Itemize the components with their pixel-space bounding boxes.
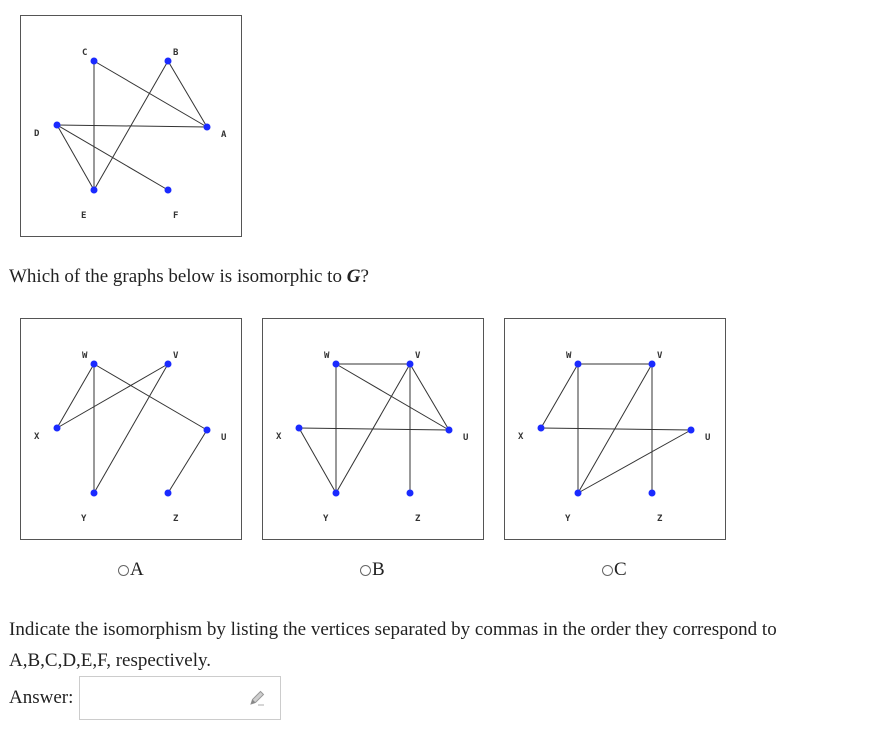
option-b-radio[interactable] (360, 559, 385, 581)
label-x: X (276, 432, 282, 442)
option-a-label: A (130, 559, 144, 580)
label-x: X (34, 432, 40, 442)
edge-d-e (57, 125, 94, 190)
pencil-icon[interactable] (248, 689, 266, 707)
node-d (54, 122, 61, 129)
node-x (54, 425, 61, 432)
edge-d-f (57, 125, 168, 190)
graph-option-b (263, 319, 485, 541)
graph-option-b-box (262, 318, 484, 540)
label-u: U (221, 433, 227, 443)
radio-circle-icon[interactable] (602, 565, 613, 576)
node-y (575, 490, 582, 497)
label-z: Z (657, 514, 663, 524)
node-v (165, 361, 172, 368)
node-c (91, 58, 98, 65)
label-f: F (173, 211, 179, 221)
edge-x-y (299, 428, 336, 493)
option-c-label: C (614, 559, 627, 580)
edge-c-a (94, 61, 207, 127)
edge-d-a (57, 125, 207, 127)
label-d: D (34, 129, 40, 139)
graph-option-c-box (504, 318, 726, 540)
node-u (688, 427, 695, 434)
label-a: A (221, 130, 227, 140)
edge-x-u (541, 428, 691, 430)
label-u: U (705, 433, 711, 443)
node-y (91, 490, 98, 497)
answer-label: Answer: (9, 687, 74, 708)
label-w: W (566, 351, 572, 361)
label-b: B (173, 48, 179, 58)
question-suffix: ? (360, 266, 369, 287)
node-z (407, 490, 414, 497)
edge-v-u (410, 364, 449, 430)
question-prefix: Which of the graphs below is isomorphic to (9, 266, 347, 287)
node-w (575, 361, 582, 368)
edge-x-w (57, 364, 94, 428)
instruction-text: Indicate the isomorphism by listing the vertices separated by commas in the order they correspond to A,B,C,D,E,F, respectively. (9, 619, 777, 671)
label-z: Z (173, 514, 179, 524)
edge-w-x (541, 364, 578, 428)
node-x (296, 425, 303, 432)
answer-field[interactable] (79, 676, 281, 720)
label-x: X (518, 432, 524, 442)
edge-v-y (94, 364, 168, 493)
edge-u-z (168, 430, 207, 493)
label-e: E (81, 211, 87, 221)
edge-v-x (57, 364, 168, 428)
question-text (9, 263, 369, 290)
node-v (649, 361, 656, 368)
question-graph-name: G (346, 266, 361, 287)
node-w (333, 361, 340, 368)
node-v (407, 361, 414, 368)
node-b (165, 58, 172, 65)
option-b-label: B (372, 559, 385, 580)
label-z: Z (415, 514, 421, 524)
graph-option-a (21, 319, 243, 541)
label-c: C (82, 48, 88, 58)
label-v: V (415, 351, 421, 361)
label-y: Y (323, 514, 329, 524)
label-v: V (173, 351, 179, 361)
node-e (91, 187, 98, 194)
node-u (446, 427, 453, 434)
label-v: V (657, 351, 663, 361)
node-y (333, 490, 340, 497)
answer-input[interactable] (86, 678, 255, 720)
graph-option-a-box (20, 318, 242, 540)
option-c-radio[interactable] (602, 559, 627, 581)
graph-option-c (505, 319, 727, 541)
label-w: W (82, 351, 88, 361)
graph-g-box (20, 15, 242, 237)
option-a-radio[interactable] (118, 559, 144, 581)
edge-u-y (578, 430, 691, 493)
label-y: Y (565, 514, 571, 524)
node-f (165, 187, 172, 194)
node-z (165, 490, 172, 497)
node-a (204, 124, 211, 131)
node-x (538, 425, 545, 432)
answer-row (9, 676, 281, 720)
edge-x-u (299, 428, 449, 430)
node-u (204, 427, 211, 434)
label-y: Y (81, 514, 87, 524)
edge-b-a (168, 61, 207, 127)
label-w: W (324, 351, 330, 361)
edge-w-u (336, 364, 449, 430)
label-u: U (463, 433, 469, 443)
graph-g (21, 16, 243, 238)
radio-circle-icon[interactable] (118, 565, 129, 576)
radio-circle-icon[interactable] (360, 565, 371, 576)
node-z (649, 490, 656, 497)
node-w (91, 361, 98, 368)
